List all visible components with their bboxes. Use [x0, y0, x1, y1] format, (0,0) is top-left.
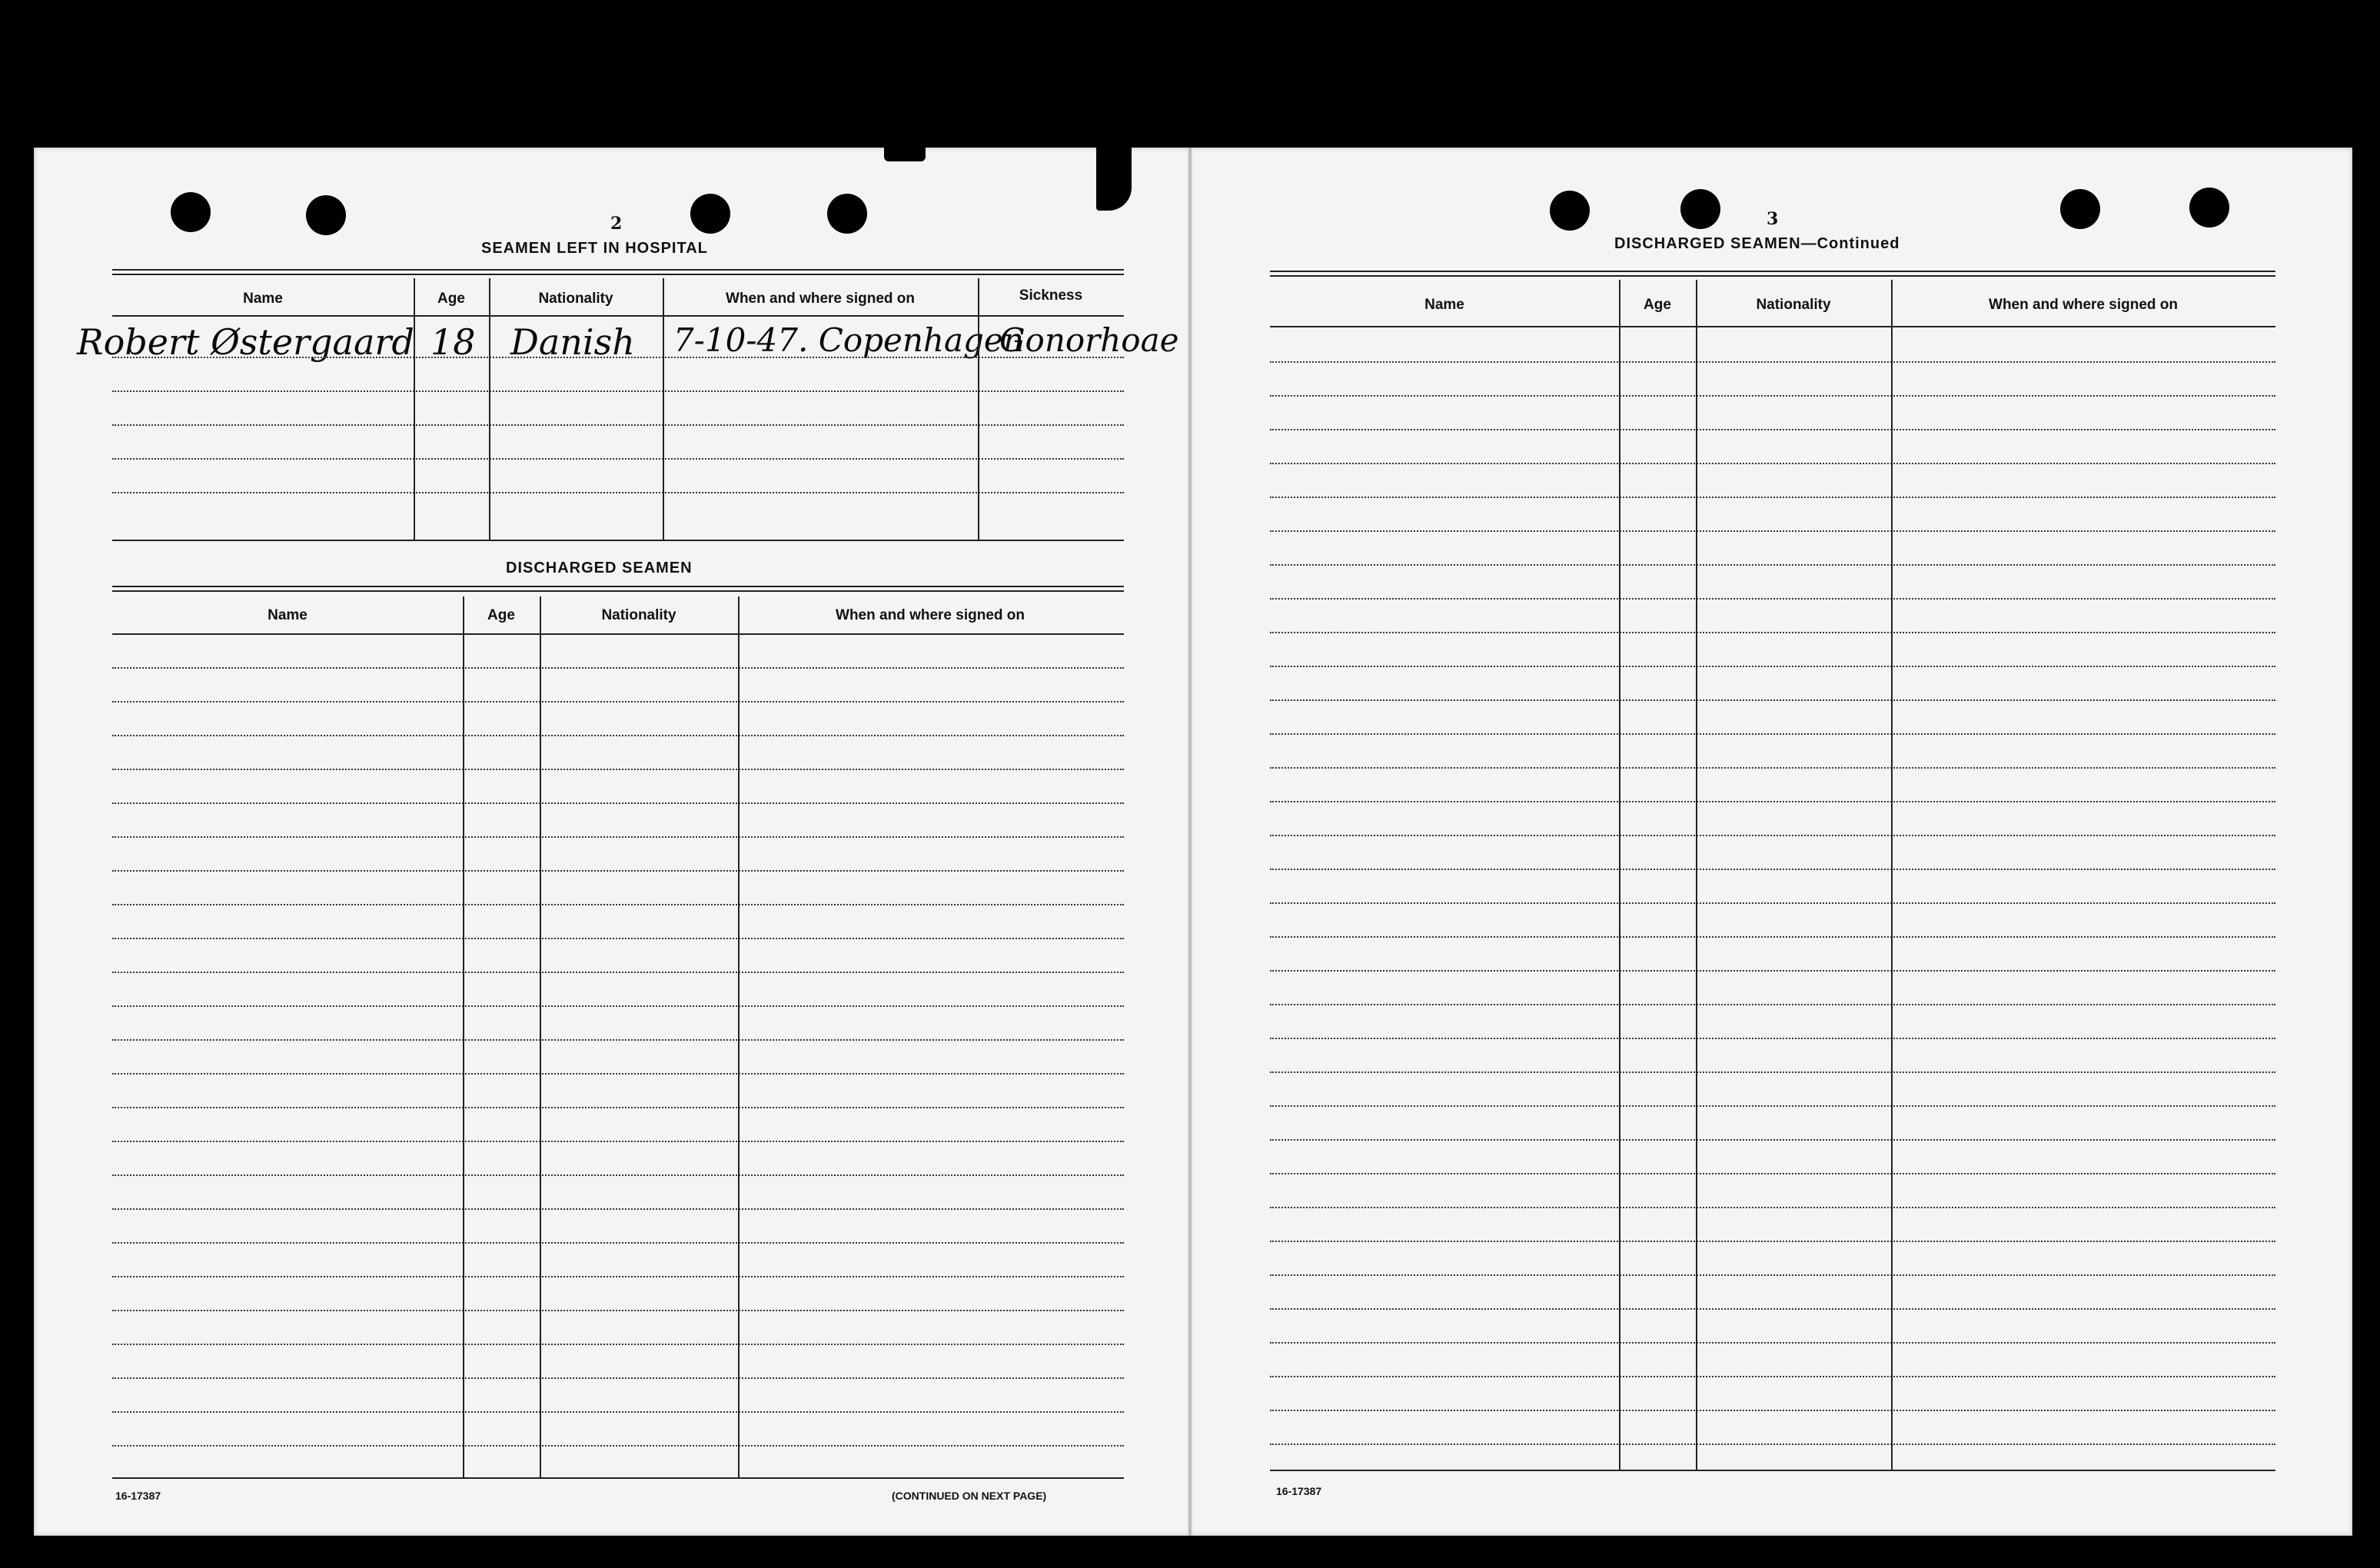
row-rule [112, 904, 1124, 905]
row-rule [1270, 1207, 2275, 1208]
torn-tab [1096, 115, 1132, 211]
discharged-section-title: DISCHARGED SEAMEN [506, 560, 693, 576]
row-rule [1270, 801, 2275, 802]
row-rule [112, 357, 1124, 358]
row-rule [112, 1276, 1124, 1277]
row-rule [1270, 869, 2275, 870]
row-rule [1270, 767, 2275, 769]
row-rule [1270, 699, 2275, 701]
row-rule [1270, 1241, 2275, 1242]
page-gutter [1188, 148, 1192, 1536]
table-rule [1270, 1470, 2275, 1471]
column-rule [414, 278, 415, 540]
column-header-name: Name [243, 291, 283, 307]
row-rule [112, 1445, 1124, 1447]
row-rule [112, 1141, 1124, 1142]
row-rule [1270, 1173, 2275, 1174]
discharged-continued-title: DISCHARGED SEAMEN—Continued [1614, 235, 1900, 252]
row-rule [1270, 1274, 2275, 1276]
column-header-nationality: Nationality [601, 607, 676, 623]
page-number: 2 [610, 214, 623, 234]
column-header-sickness: Sickness [1019, 287, 1083, 304]
page-number: 3 [1767, 209, 1779, 229]
row-rule [112, 870, 1124, 872]
row-rule [112, 769, 1124, 770]
row-rule [1270, 395, 2275, 397]
column-rule [978, 278, 979, 540]
row-rule [1270, 835, 2275, 836]
column-header-name: Name [268, 607, 307, 623]
row-rule [1270, 463, 2275, 464]
row-rule [1270, 429, 2275, 430]
row-rule [112, 1208, 1124, 1210]
column-header-signed-on: When and where signed on [726, 291, 915, 307]
row-rule [1270, 1410, 2275, 1411]
table-rule [112, 540, 1124, 541]
punch-hole [171, 192, 211, 232]
column-header-name: Name [1424, 297, 1464, 313]
entry-nationality: Danish [510, 321, 635, 363]
row-rule [1270, 666, 2275, 667]
continued-note: (CONTINUED ON NEXT PAGE) [892, 1490, 1047, 1502]
table-rule [1270, 275, 2275, 277]
punch-hole [1680, 189, 1720, 229]
entry-sickness: Gonorhoae [999, 321, 1179, 359]
column-rule [540, 596, 541, 1477]
table-rule [112, 274, 1124, 275]
row-rule [1270, 1004, 2275, 1005]
row-rule [112, 492, 1124, 493]
entry-name: Robert Østergaard [77, 321, 414, 363]
row-rule [1270, 970, 2275, 972]
entry-signed-on: 7-10-47. Copenhagen [673, 321, 1024, 359]
row-rule [1270, 1038, 2275, 1039]
punch-hole [1550, 191, 1590, 231]
column-header-signed-on: When and where signed on [1989, 297, 2178, 313]
table-rule [112, 315, 1124, 317]
row-rule [112, 972, 1124, 973]
row-rule [1270, 1443, 2275, 1445]
row-rule [1270, 598, 2275, 600]
row-rule [112, 1073, 1124, 1075]
row-rule [1270, 733, 2275, 735]
row-rule [1270, 936, 2275, 938]
form-number: 16-17387 [1276, 1485, 1322, 1497]
row-rule [1270, 1071, 2275, 1073]
entry-age: 18 [430, 321, 476, 363]
row-rule [112, 1310, 1124, 1311]
row-rule [112, 390, 1124, 392]
row-rule [112, 1039, 1124, 1041]
tear-mark [884, 143, 926, 161]
table-rule [112, 269, 1124, 271]
row-rule [1270, 1308, 2275, 1310]
column-header-age: Age [1644, 297, 1671, 313]
column-rule [489, 278, 490, 540]
row-rule [112, 1344, 1124, 1345]
row-rule [112, 1411, 1124, 1413]
row-rule [1270, 497, 2275, 498]
row-rule [112, 1005, 1124, 1007]
row-rule [112, 1174, 1124, 1176]
row-rule [112, 701, 1124, 703]
column-rule [663, 278, 664, 540]
table-rule [112, 590, 1124, 592]
row-rule [112, 735, 1124, 736]
punch-hole [2060, 189, 2100, 229]
punch-hole [827, 194, 867, 234]
row-rule [112, 424, 1124, 426]
row-rule [112, 458, 1124, 460]
row-rule [112, 802, 1124, 804]
form-number: 16-17387 [115, 1490, 161, 1502]
table-rule [112, 633, 1124, 635]
table-rule [112, 1477, 1124, 1479]
row-rule [1270, 530, 2275, 532]
row-rule [112, 1107, 1124, 1108]
row-rule [112, 938, 1124, 939]
column-header-age: Age [437, 291, 465, 307]
column-rule [738, 596, 740, 1477]
hospital-section-title: SEAMEN LEFT IN HOSPITAL [481, 240, 708, 257]
column-header-nationality: Nationality [538, 291, 613, 307]
column-header-signed-on: When and where signed on [836, 607, 1025, 623]
column-rule [1696, 280, 1697, 1470]
column-header-nationality: Nationality [1756, 297, 1831, 313]
row-rule [1270, 1139, 2275, 1141]
row-rule [1270, 1376, 2275, 1377]
row-rule [1270, 902, 2275, 904]
row-rule [112, 667, 1124, 669]
table-rule [1270, 326, 2275, 327]
column-header-age: Age [487, 607, 515, 623]
table-rule [112, 586, 1124, 587]
column-rule [463, 596, 464, 1477]
row-rule [1270, 1105, 2275, 1107]
column-rule [1619, 280, 1620, 1470]
punch-hole [2189, 188, 2229, 228]
row-rule [112, 1377, 1124, 1379]
right-page [1190, 148, 2352, 1536]
row-rule [112, 836, 1124, 838]
row-rule [1270, 1342, 2275, 1344]
column-rule [1891, 280, 1893, 1470]
table-rule [1270, 271, 2275, 272]
row-rule [1270, 361, 2275, 363]
punch-hole [690, 194, 730, 234]
row-rule [112, 1242, 1124, 1244]
punch-hole [306, 195, 346, 235]
row-rule [1270, 632, 2275, 633]
row-rule [1270, 564, 2275, 566]
